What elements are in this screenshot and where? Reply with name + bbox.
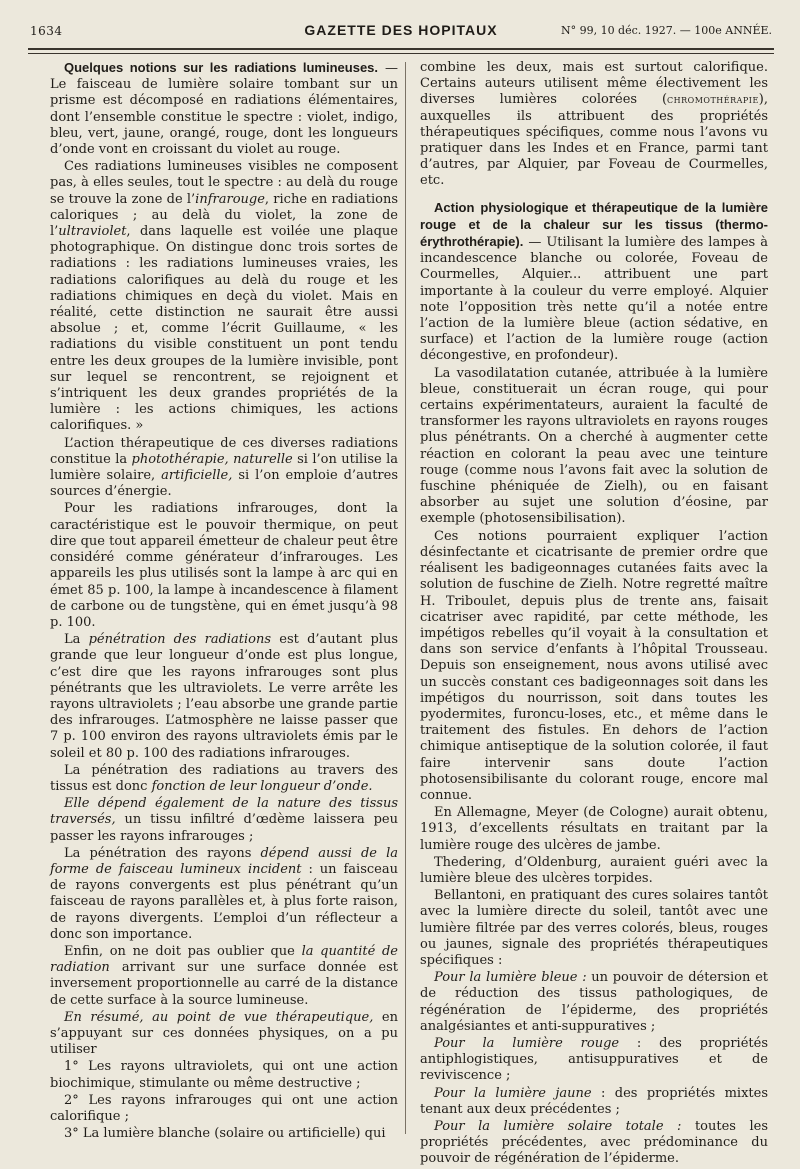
journal-title: GAZETTE DES HOPITAUX xyxy=(304,22,498,38)
list-item: 2° Les rayons infrarouges qui ont une action calorifique ; xyxy=(50,1092,398,1124)
header-rule-thick xyxy=(28,48,774,50)
issue-info: N° 99, 10 déc. 1927. — 100e ANNÉE. xyxy=(560,24,772,37)
section-heading: Action physiologique et thérapeutique de la lumière rouge et de la chaleur sur les tissus (thermo-érythrothérapie). xyxy=(420,199,768,250)
left-column xyxy=(50,60,398,1143)
paragraph: Pour les radiations infrarouges, dont la caractéristique est le pouvoir thermique, on peut dire que tout appareil émetteur de chaleur peut être considéré comme générateur d’infrarouges. Les appareils les plus utilisés sont la lampe à arc qui en émet 85 p. 100, la lampe à incandescence à filament de carbone ou de tungstène, qui en émet jusqu’à 98 p. 100. xyxy=(50,501,398,630)
section-heading: Quelques notions sur les radiations lumineuses. xyxy=(64,60,379,75)
paragraph: En Allemagne, Meyer (de Cologne) aurait obtenu, 1913, d’excellents résultats en traitant par la lumière rouge des ulcères de jambe. xyxy=(420,805,768,853)
paragraph: La pénétration des radiations est d’autant plus grande que leur longueur d’onde est plus longue, c’est dire que les rayons infrarouges sont plus pénétrants que les ultraviolets. Le verre arrête les rayons ultraviolets ; l’eau absorbe une grande partie des infrarouges. L’atmosphère ne laisse passer que 7 p. 100 environ des rayons ultraviolets émis par le soleil et 80 p. 100 des radiations infrarouges. xyxy=(50,632,398,761)
paragraph: Bellantoni, en pratiquant des cures solaires tantôt avec la lumière directe du soleil, tantôt avec une lumière filtrée par des verres colorés, bleus, rouges ou jaunes, signale des propriétés thérapeutiques spécifiques : xyxy=(420,888,768,968)
list-item: Pour la lumière rouge : des propriétés antiphlogistiques, antisuppuratives et de reviviscence ; xyxy=(420,1035,768,1084)
paragraph: combine les deux, mais est surtout calorifique. Certains auteurs utilisent même électivement les diverses lumières colorées (chromothérapie), auxquelles ils attribuent des propriétés thérapeutiques spécifiques, comme nous l’avons vu pratiquer dans les Indes et en France, parmi tant d’autres, par Alquier, par Foveau de Courmelles, etc. xyxy=(420,60,768,189)
list-item: Pour la lumière jaune : des propriétés mixtes tenant aux deux précédentes ; xyxy=(420,1085,769,1117)
paragraph: Ces radiations lumineuses visibles ne composent pas, à elles seules, tout le spectre : au delà du rouge se trouve la zone de l’infrarouge, riche en radiations caloriques ; au delà du violet, la zone de l’ultraviolet, dans laquelle est voilée une plaque photographique. On distingue donc trois sortes de radiations : les radiations lumineuses vraies, les radiations calorifiques au delà du rouge et les radiations chimiques en deçà du violet. Mais en réalité, cette distinction ne saurait être aussi absolue ; et, comme l’écrit Guillaume, « les radiations du visible constituent un pont tendu entre les deux groupes de la lumière invisible, pont sur lequel se rencontrent, se rejoignent et s’intriquent les deux grandes propriétés de la lumière : les actions chimiques, les actions calorifiques. » xyxy=(50,159,398,434)
paragraph: Quelques notions sur les radiations lumineuses. — Le faisceau de lumière solaire tombant sur un prisme est décomposé en radiations élémentaires, dont l’ensemble constitue le spectre : violet, indigo, bleu, vert, jaune, orangé, rouge, dont les longueurs d’onde vont en croissant du violet au rouge. xyxy=(50,60,398,158)
page-header xyxy=(30,18,772,44)
paragraph: Elle dépend également de la nature des tissus traversés, un tissu infiltré d’œdème laissera peu passer les rayons infrarouges ; xyxy=(50,796,398,844)
paragraph: Ces notions pourraient expliquer l’action désinfectante et cicatrisante de premier ordre que réalisent les badigeonnages cutanées faits avec la solution de fuschine de Zielh. Notre regretté maître H. Triboulet, depuis plus de trente ans, faisait cicatriser avec rapidité, par cette méthode, les impétigos rebelles qu’il voyait à la consultation et dans son service d’enfants à l’hôpital Trousseau. Depuis son enseignement, nous avons utilisé avec un succès constant ces badigeonnages soit dans les impétigos du nourrisson, soit dans toutes les pyodermites, furoncu-loses, etc., et même dans le traitement des fistules. En dehors de l’action chimique antiseptique de la solution colorée, il faut faire intervenir sans doute l’action photosensibilisante du colorant rouge, encore mal connue. xyxy=(420,528,768,803)
column-divider xyxy=(405,62,406,1134)
page-number: 1634 xyxy=(30,24,63,38)
list-item: 1° Les rayons ultraviolets, qui ont une action biochimique, stimulante ou même destructive ; xyxy=(50,1059,398,1091)
paragraph: Enfin, on ne doit pas oublier que la quantité de radiation arrivant sur une surface donnée est inversement proportionnelle au carré de la distance de cette surface à la source lumineuse. xyxy=(50,943,398,1008)
paragraph: L’action thérapeutique de ces diverses radiations constitue la photothérapie, naturelle si l’on utilise la lumière solaire, artificielle, si l’on emploie d’autres sources d’énergie. xyxy=(50,435,398,500)
list-item: Pour la lumière bleue : un pouvoir de détersion et de réduction des tissus pathologiques, de régénération de l’épiderme, des propriétés analgésiantes et anti-suppuratives ; xyxy=(420,970,768,1034)
list-item: 3° La lumière blanche (solaire ou artificielle) qui xyxy=(64,1126,386,1142)
paragraph: Thedering, d’Oldenburg, auraient guéri avec la lumière bleue des ulcères torpides. xyxy=(420,854,768,886)
paragraph: La pénétration des radiations au travers des tissus est donc fonction de leur longueur d’onde. xyxy=(50,762,398,794)
paragraph: En résumé, au point de vue thérapeutique, en s’appuyant sur ces données physiques, on a pu utiliser xyxy=(50,1009,398,1058)
right-column xyxy=(420,60,768,1169)
paragraph: Action physiologique et thérapeutique de la lumière rouge et de la chaleur sur les tissus (thermo-érythrothérapie). — Utilisant la lumière des lampes à incandescence blanche ou colorée, Foveau de Courmelles, Alquier... attribuent une part importante à la couleur du verre employé. Alquier note l’opposition très nette qu’il a notée entre l’action de la lumière bleue (action sédative, en surface) et l’action de la lumière rouge (action décongestive, en profondeur). xyxy=(420,199,768,364)
list-item: Pour la lumière solaire totale : toutes les propriétés précédentes, avec prédominance du pouvoir de régénération de l’épiderme. xyxy=(420,1119,768,1167)
header-rule-thin xyxy=(28,53,774,54)
paragraph: La vasodilatation cutanée, attribuée à la lumière bleue, constituerait un écran rouge, qui pour certains expérimentateurs, auraient la faculté de transformer les rayons ultraviolets en rayons rouges plus pénétrants. On a cherché à augmenter cette réaction en colorant la peau avec une teinture rouge (comme nous l’avons fait avec la solution de fuschine phéniquée de Zielh), ou en faisant absorber au sujet une solution d’éosine, par exemple (photosensibilisation). xyxy=(420,365,768,527)
paragraph: La pénétration des rayons dépend aussi de la forme de faisceau lumineux incident : un faisceau de rayons convergents est plus pénétrant qu’un faisceau de rayons parallèles et, à plus forte raison, de rayons divergents. L’emploi d’un réflecteur a donc son importance. xyxy=(50,845,398,942)
